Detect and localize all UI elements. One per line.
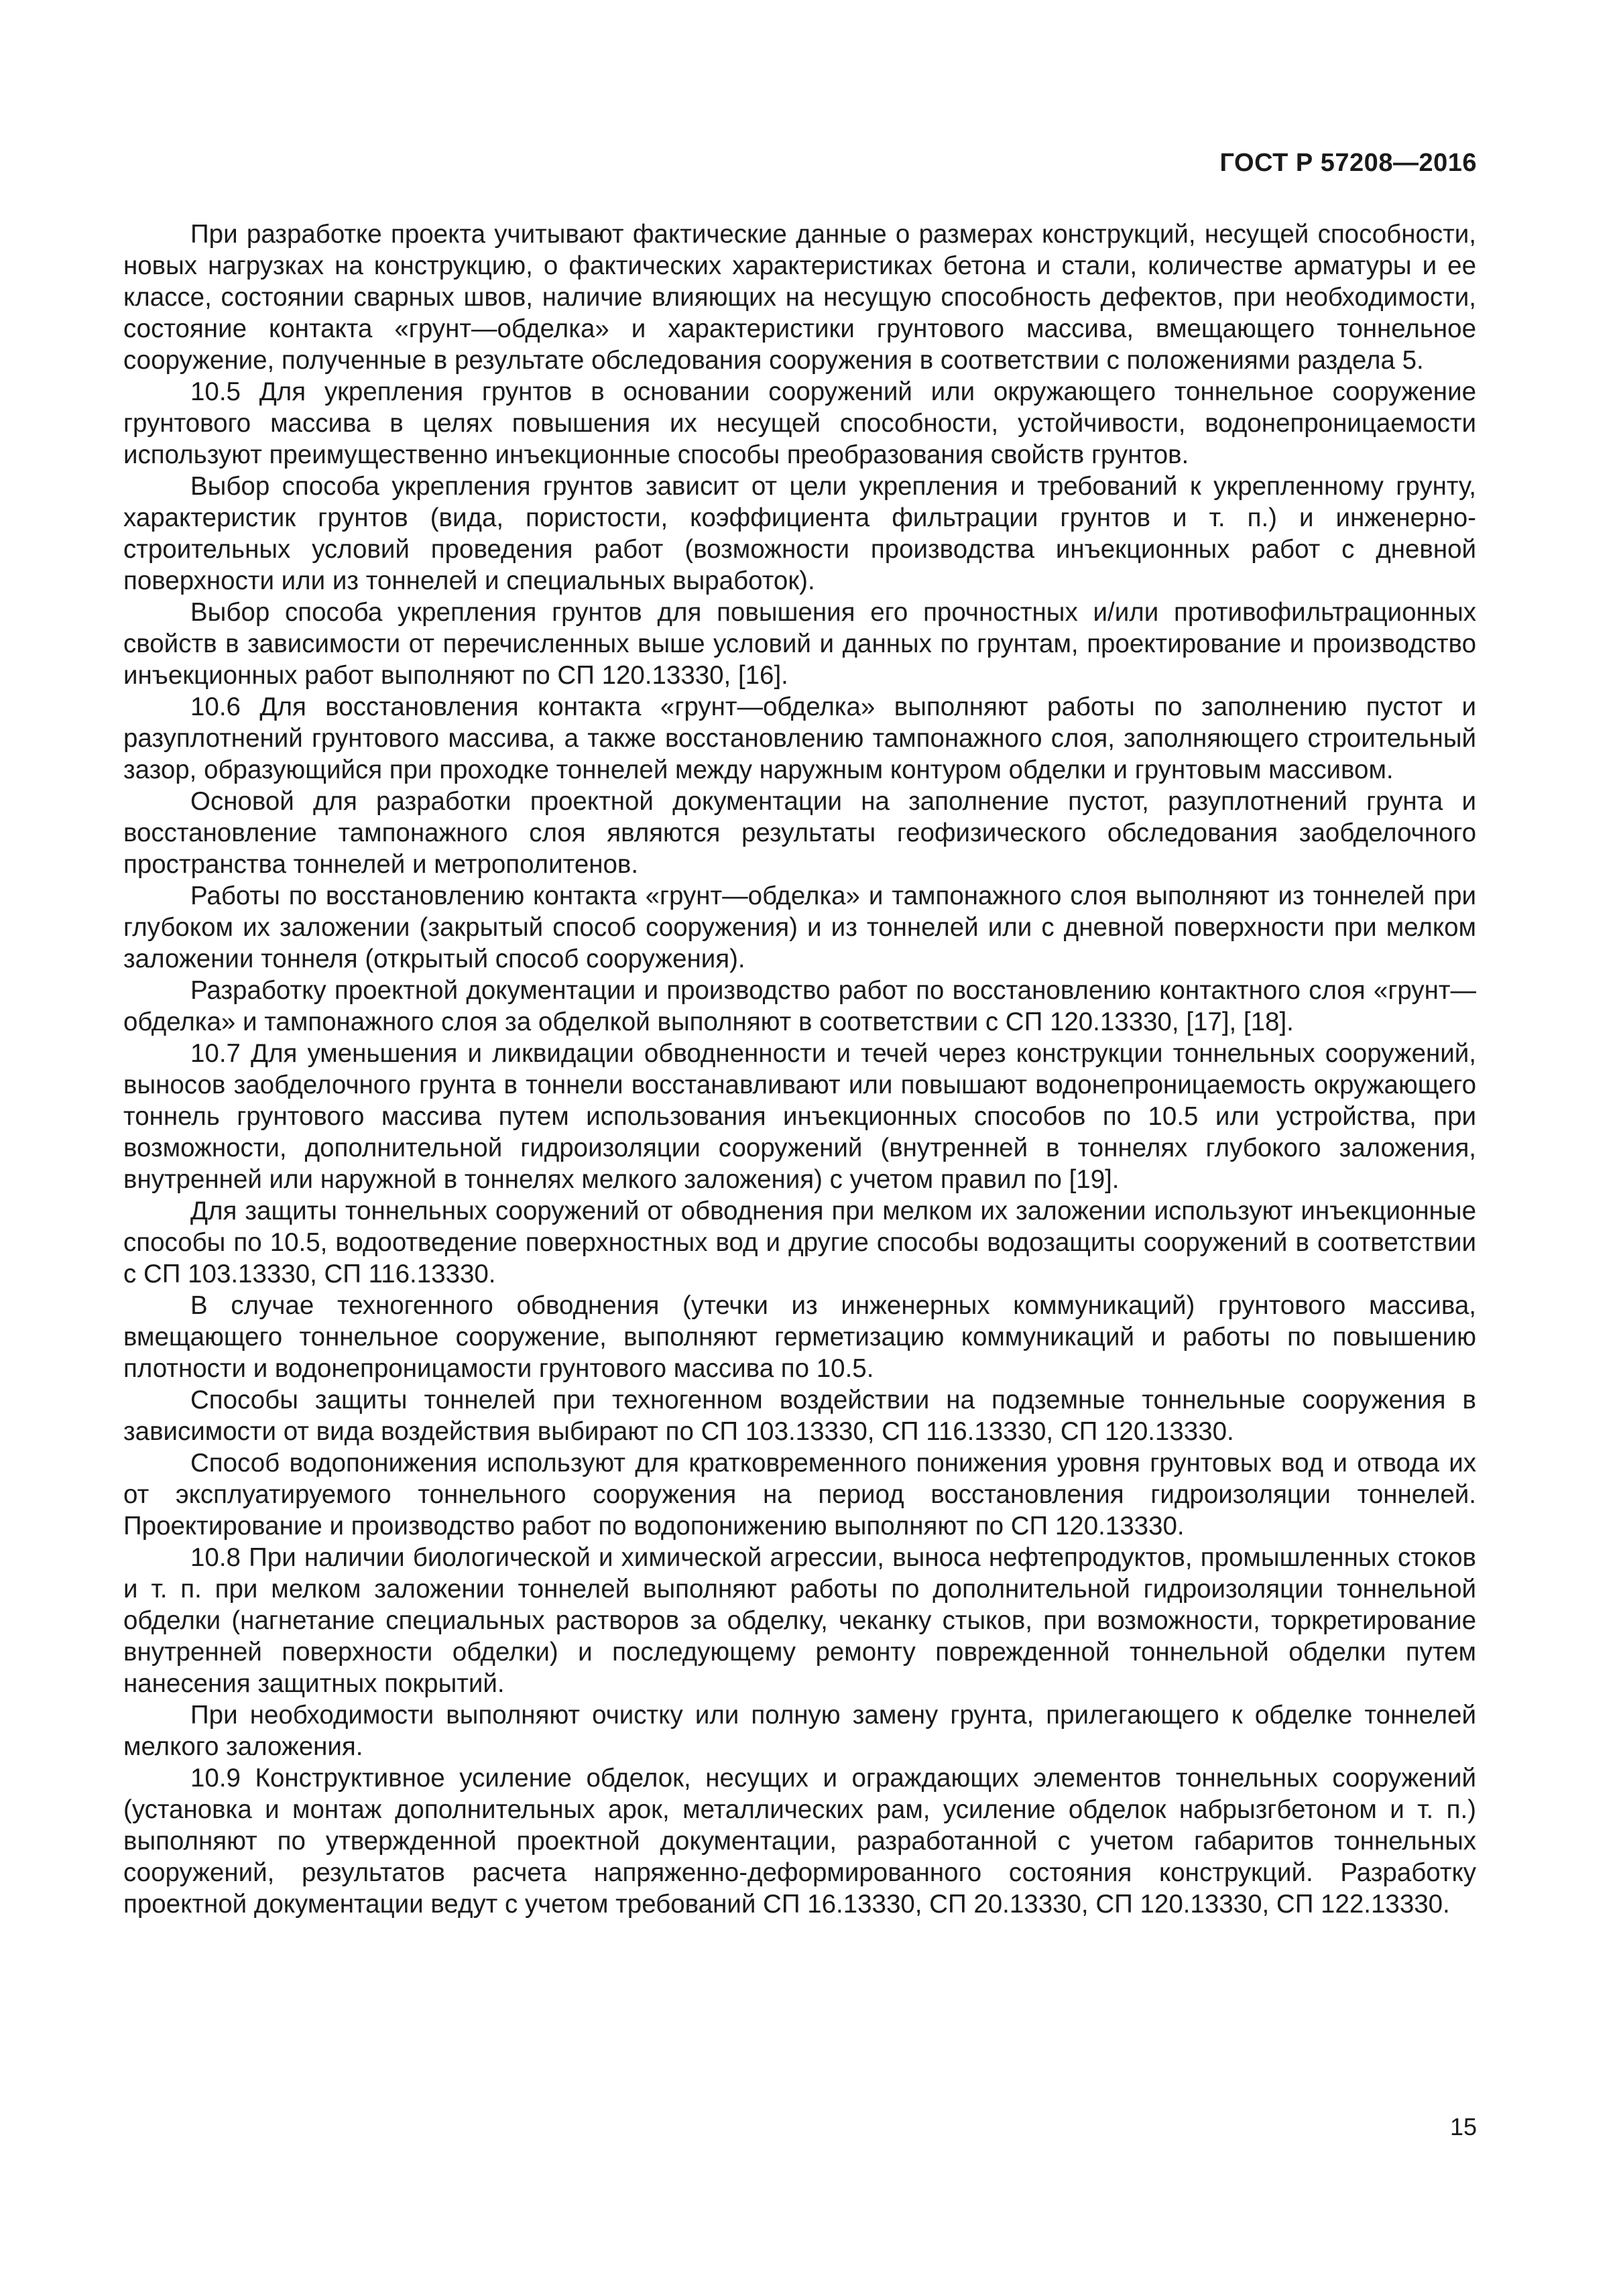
paragraph: 10.8 При наличии биологической и химической агрессии, выноса нефтепродуктов, промышленных стоков и т. п. при мелком заложении тоннелей выполняют работы по дополнительной гидроизоляции тоннельной обделки (нагнетание специальных растворов за обделку, чеканку стыков, при возможности, торкретирование внутренней поверхности обделки) и последующему ремонту поврежденной тоннельной обделки путем нанесения защитных покрытий. (123, 1543, 1476, 1698)
paragraph: Для защиты тоннельных сооружений от обводнения при мелком их заложении используют инъекционные способы по 10.5, водоотведение поверхностных вод и другие способы водозащиты сооружений в соответствии с СП 103.13330, СП 116.13330. (123, 1197, 1476, 1288)
paragraph: 10.7 Для уменьшения и ликвидации обводненности и течей через конструкции тоннельных сооружений, выносов заобделочного грунта в тоннели восстанавливают или повышают водонепроницаемость окружающего тоннель грунтового массива путем использования инъекционных способов по 10.5 или устройства, при возможности, дополнительной гидроизоляции сооружений (внутренней в тоннелях глубокого заложения, внутренней или наружной в тоннелях мелкого заложения) с учетом правил по [19]. (123, 1039, 1476, 1194)
page-number: 15 (1449, 2113, 1477, 2140)
paragraph: Выбор способа укрепления грунтов зависит от цели укрепления и требований к укрепленному грунту, характеристик грунтов (вида, пористости, коэффициента фильтрации грунтов и т. п.) и инженерно-строительных условий проведения работ (возможности производства инъекционных работ с дневной поверхности или из тоннелей и специальных выработок). (123, 472, 1476, 595)
paragraph: В случае техногенного обводнения (утечки из инженерных коммуникаций) грунтового массива, вмещающего тоннельное сооружение, выполняют герметизацию коммуникаций и работы по повышению плотности и водонепроницамости грунтового массива по 10.5. (123, 1291, 1476, 1383)
paragraph: Работы по восстановлению контакта «грунт—обделка» и тампонажного слоя выполняют из тоннелей при глубоком их заложении (закрытый способ сооружения) и из тоннелей или с дневной поверхности при мелком заложении тоннеля (открытый способ сооружения). (123, 882, 1476, 973)
paragraph: Разработку проектной документации и производство работ по восстановлению контактного слоя «грунт—обделка» и тампонажного слоя за обделкой выполняют в соответствии с СП 120.13330, [17], [18]. (123, 976, 1476, 1036)
paragraph: Способы защиты тоннелей при техногенном воздействии на подземные тоннельные сооружения в зависимости от вида воздействия выбирают по СП 103.13330, СП 116.13330, СП 120.13330. (123, 1386, 1476, 1446)
paragraph: 10.9 Конструктивное усиление обделок, несущих и ограждающих элементов тоннельных сооружений (установка и монтаж дополнительных арок, металлических рам, усиление обделок набрызгбетоном и т. п.) выполняют по утвержденной проектной документации, разработанной с учетом габаритов тоннельных сооружений, результатов расчета напряженно-деформированного состояния конструкций. Разработку проектной документации ведут с учетом требований СП 16.13330, СП 20.13330, СП 120.13330, СП 122.13330. (123, 1764, 1476, 1919)
paragraph: 10.6 Для восстановления контакта «грунт—обделка» выполняют работы по заполнению пустот и разуплотнений грунтового массива, а также восстановлению тампонажного слоя, заполняющего строительный зазор, образующийся при проходке тоннелей между наружным контуром обделки и грунтовым массивом. (123, 692, 1476, 784)
paragraph: 10.5 Для укрепления грунтов в основании сооружений или окружающего тоннельное сооружение грунтового массива в целях повышения их несущей способности, устойчивости, водонепроницаемости используют преимущественно инъекционные способы преобразования свойств грунтов. (123, 377, 1476, 469)
paragraph: Способ водопонижения используют для кратковременного понижения уровня грунтовых вод и отвода их от эксплуатируемого тоннельного сооружения на период восстановления гидроизоляции тоннелей. Проектирование и производство работ по водопонижению выполняют по СП 120.13330. (123, 1449, 1476, 1540)
paragraph: При необходимости выполняют очистку или полную замену грунта, прилегающего к обделке тоннелей мелкого заложения. (123, 1701, 1476, 1761)
paragraph: При разработке проекта учитывают фактические данные о размерах конструкций, несущей способности, новых нагрузках на конструкцию, о фактических характеристиках бетона и стали, количестве арматуры и ее классе, состоянии сварных швов, наличие влияющих на несущую способность дефектов, при необходимости, состояние контакта «грунт—обделка» и характеристики грунтового массива, вмещающего тоннельное сооружение, полученные в результате обследования сооружения в соответствии с положениями раздела 5. (123, 220, 1476, 375)
paragraph: Основой для разработки проектной документации на заполнение пустот, разуплотнений грунта и восстановление тампонажного слоя являются результаты геофизического обследования заобделочного пространства тоннелей и метрополитенов. (123, 787, 1476, 879)
document-body (123, 219, 1476, 1920)
paragraph: Выбор способа укрепления грунтов для повышения его прочностных и/или противофильтрационных свойств в зависимости от перечисленных выше условий и данных по грунтам, проектирование и производство инъекционных работ выполняют по СП 120.13330, [16]. (123, 598, 1476, 690)
document-header: ГОСТ Р 57208—2016 (1219, 149, 1477, 177)
